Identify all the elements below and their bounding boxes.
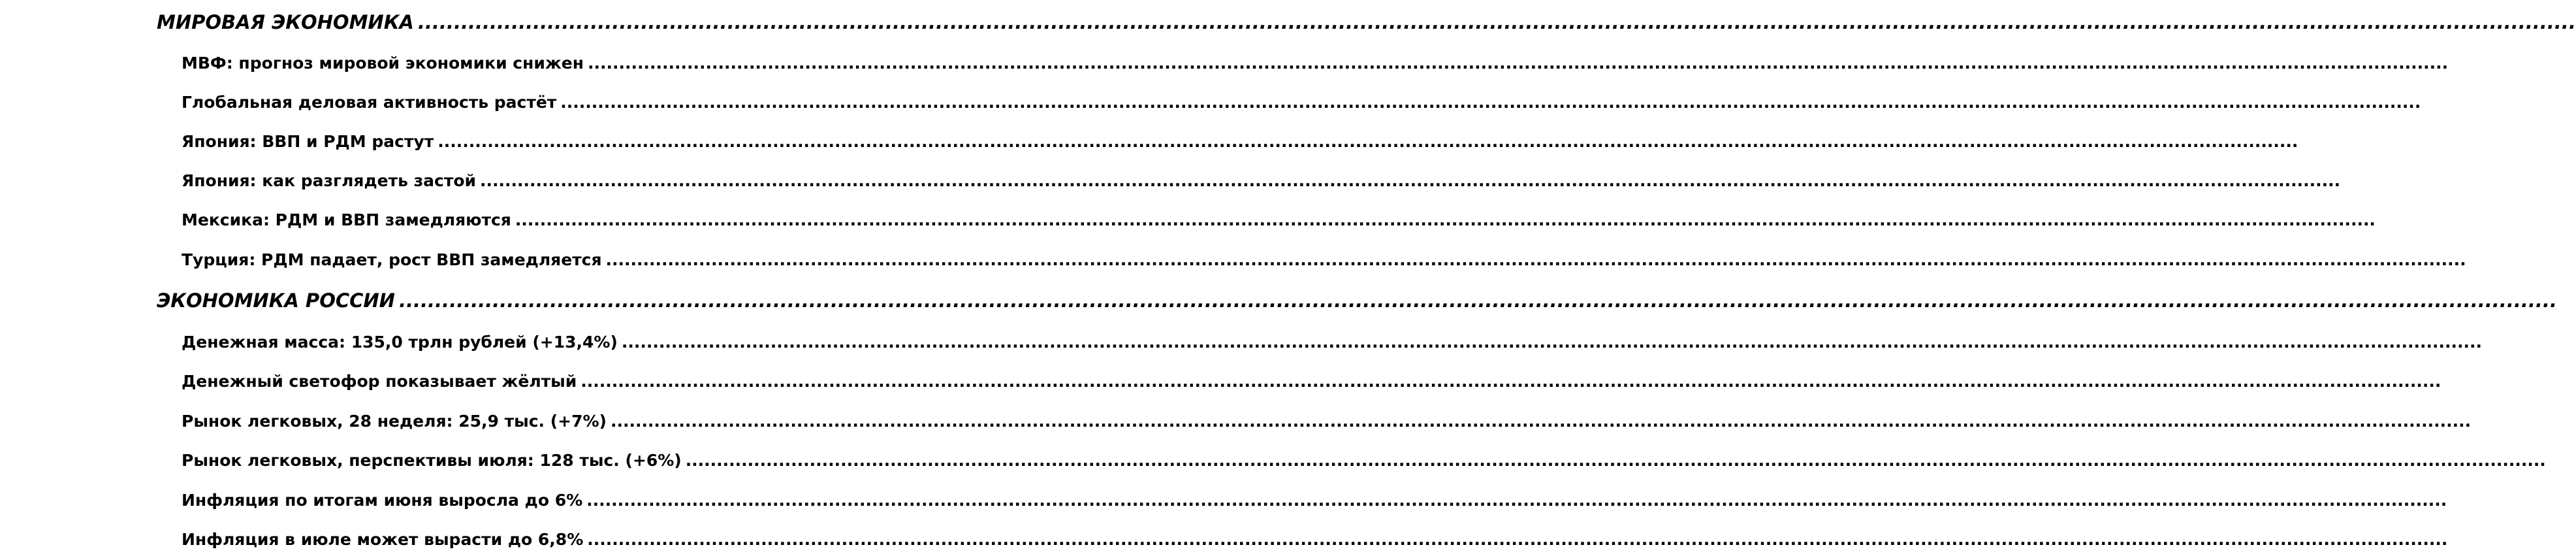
toc-item-title: Мексика: РДМ и ВВП замедляются — [182, 210, 511, 229]
toc-item-title: Денежный светофор показывает жёлтый — [182, 372, 577, 391]
dot-leader: ............................................................................................................................................................................................................................................................................................................ — [586, 491, 2447, 510]
toc-item[interactable] — [182, 408, 2472, 435]
toc-item-title: Денежная масса: 135,0 трлн рублей (+13,4%) — [182, 333, 618, 352]
toc-item-title: Рынок легковых, перспективы июля: 128 тыс. (+6%) — [182, 451, 682, 470]
toc-item[interactable] — [182, 168, 2341, 194]
toc-item[interactable] — [182, 487, 2447, 514]
dot-leader: ............................................................................................................................................................................................................................................................................................................ — [398, 289, 2557, 312]
toc-item[interactable] — [182, 369, 2441, 395]
toc-item[interactable] — [182, 527, 2448, 553]
toc-item-title: Япония: ВВП и РДМ растут — [182, 132, 434, 151]
dot-leader: ............................................................................................................................................................................................................................................................................................................ — [417, 11, 2576, 33]
toc-item[interactable] — [182, 448, 2546, 474]
toc-section-world-economy[interactable] — [157, 8, 2576, 37]
toc-item-title: Глобальная деловая активность растёт — [182, 93, 557, 112]
dot-leader: ............................................................................................................................................................................................................................................................................................................ — [605, 250, 2466, 269]
toc-item[interactable] — [182, 129, 2298, 155]
dot-leader: ............................................................................................................................................................................................................................................................................................................ — [580, 372, 2441, 391]
dot-leader: ............................................................................................................................................................................................................................................................................................................ — [587, 530, 2448, 549]
dot-leader: ............................................................................................................................................................................................................................................................................................................ — [621, 333, 2482, 352]
toc-section-title: ЭКОНОМИКА РОССИИ — [157, 289, 395, 312]
toc-item-title: Турция: РДМ падает, рост ВВП замедляется — [182, 250, 602, 269]
toc-item[interactable] — [182, 90, 2421, 116]
toc-section-russia-economy[interactable] — [157, 286, 2557, 315]
toc-item-title: Инфляция по итогам июня выросла до 6% — [182, 491, 583, 510]
dot-leader: ............................................................................................................................................................................................................................................................................................................ — [437, 132, 2298, 151]
dot-leader: ............................................................................................................................................................................................................................................................................................................ — [480, 171, 2341, 190]
toc-item[interactable] — [182, 207, 2376, 233]
toc-item[interactable] — [182, 247, 2466, 273]
dot-leader: ............................................................................................................................................................................................................................................................................................................ — [515, 210, 2376, 229]
dot-leader: ............................................................................................................................................................................................................................................................................................................ — [560, 93, 2421, 112]
toc-section-title: МИРОВАЯ ЭКОНОМИКА — [157, 11, 414, 33]
toc-item-title: Рынок легковых, 28 неделя: 25,9 тыс. (+7%) — [182, 412, 607, 431]
dot-leader: ............................................................................................................................................................................................................................................................................................................ — [610, 412, 2472, 431]
dot-leader: ............................................................................................................................................................................................................................................................................................................ — [588, 54, 2449, 73]
toc-item-title: МВФ: прогноз мировой экономики снижен — [182, 54, 584, 73]
toc-item[interactable] — [182, 50, 2449, 76]
dot-leader: ............................................................................................................................................................................................................................................................................................................ — [685, 451, 2546, 470]
toc-item-title: Япония: как разглядеть застой — [182, 171, 477, 190]
toc-item[interactable] — [182, 329, 2482, 355]
toc-item-title: Инфляция в июле может вырасти до 6,8% — [182, 530, 584, 549]
